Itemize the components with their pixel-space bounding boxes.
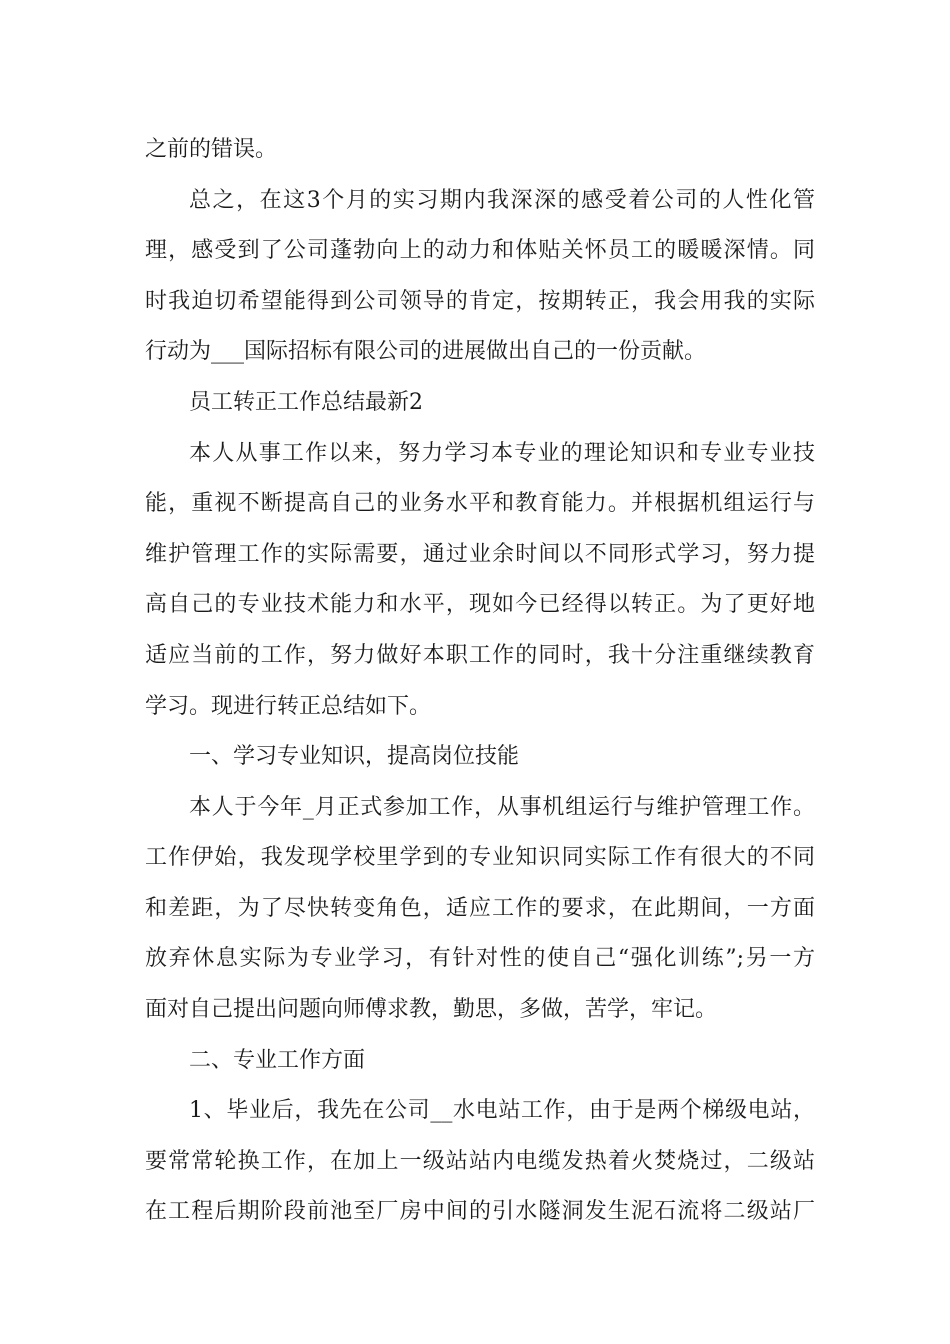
text-line: 工作伊始，我发现学校里学到的专业知识同实际工作有很大的不同 xyxy=(145,845,815,870)
section-heading: 员工转正工作总结最新2 xyxy=(189,390,423,415)
section-heading: 一、学习专业知识，提高岗位技能 xyxy=(189,744,520,769)
paragraph-first-line: 总之，在这3个月的实习期内我深深的感受着公司的人性化管 xyxy=(189,188,815,213)
text-line: 和差距，为了尽快转变角色，适应工作的要求，在此期间，一方面 xyxy=(145,896,815,921)
text-line: 能，重视不断提高自己的业务水平和教育能力。并根据机组运行与 xyxy=(145,491,815,516)
text-line: 适应当前的工作，努力做好本职工作的同时，我十分注重继续教育 xyxy=(145,643,815,668)
text-line: 维护管理工作的实际需要，通过业余时间以不同形式学习，努力提 xyxy=(145,542,815,567)
text-line: 高自己的专业技术能力和水平，现如今已经得以转正。为了更好地 xyxy=(145,592,815,617)
section-heading: 二、专业工作方面 xyxy=(189,1048,366,1073)
paragraph-first-line: 本人从事工作以来，努力学习本专业的理论知识和专业专业技 xyxy=(189,441,815,466)
text-line: 要常常轮换工作，在加上一级站站内电缆发热着火焚烧过，二级站 xyxy=(145,1149,815,1174)
paragraph-first-line: 本人于今年_月正式参加工作，从事机组运行与维护管理工作。 xyxy=(189,795,815,820)
text-line: 行动为___国际招标有限公司的进展做出自己的一份贡献。 xyxy=(145,339,707,364)
text-line: 放弃休息实际为专业学习，有针对性的使自己“强化训练”;另一方 xyxy=(145,946,815,971)
text-line: 面对自己提出问题向师傅求教，勤思，多做，苦学，牢记。 xyxy=(145,997,718,1022)
text-line: 时我迫切希望能得到公司领导的肯定，按期转正，我会用我的实际 xyxy=(145,289,815,314)
text-line: 理，感受到了公司蓬勃向上的动力和体贴关怀员工的暖暖深情。同 xyxy=(145,238,815,263)
text-line: 之前的错误。 xyxy=(145,137,278,162)
text-line: 学习。现进行转正总结如下。 xyxy=(145,694,432,719)
text-line: 在工程后期阶段前池至厂房中间的引水隧洞发生泥石流将二级站厂 xyxy=(145,1199,815,1224)
paragraph-first-line: 1、毕业后，我先在公司__水电站工作，由于是两个梯级电站， xyxy=(189,1098,815,1123)
